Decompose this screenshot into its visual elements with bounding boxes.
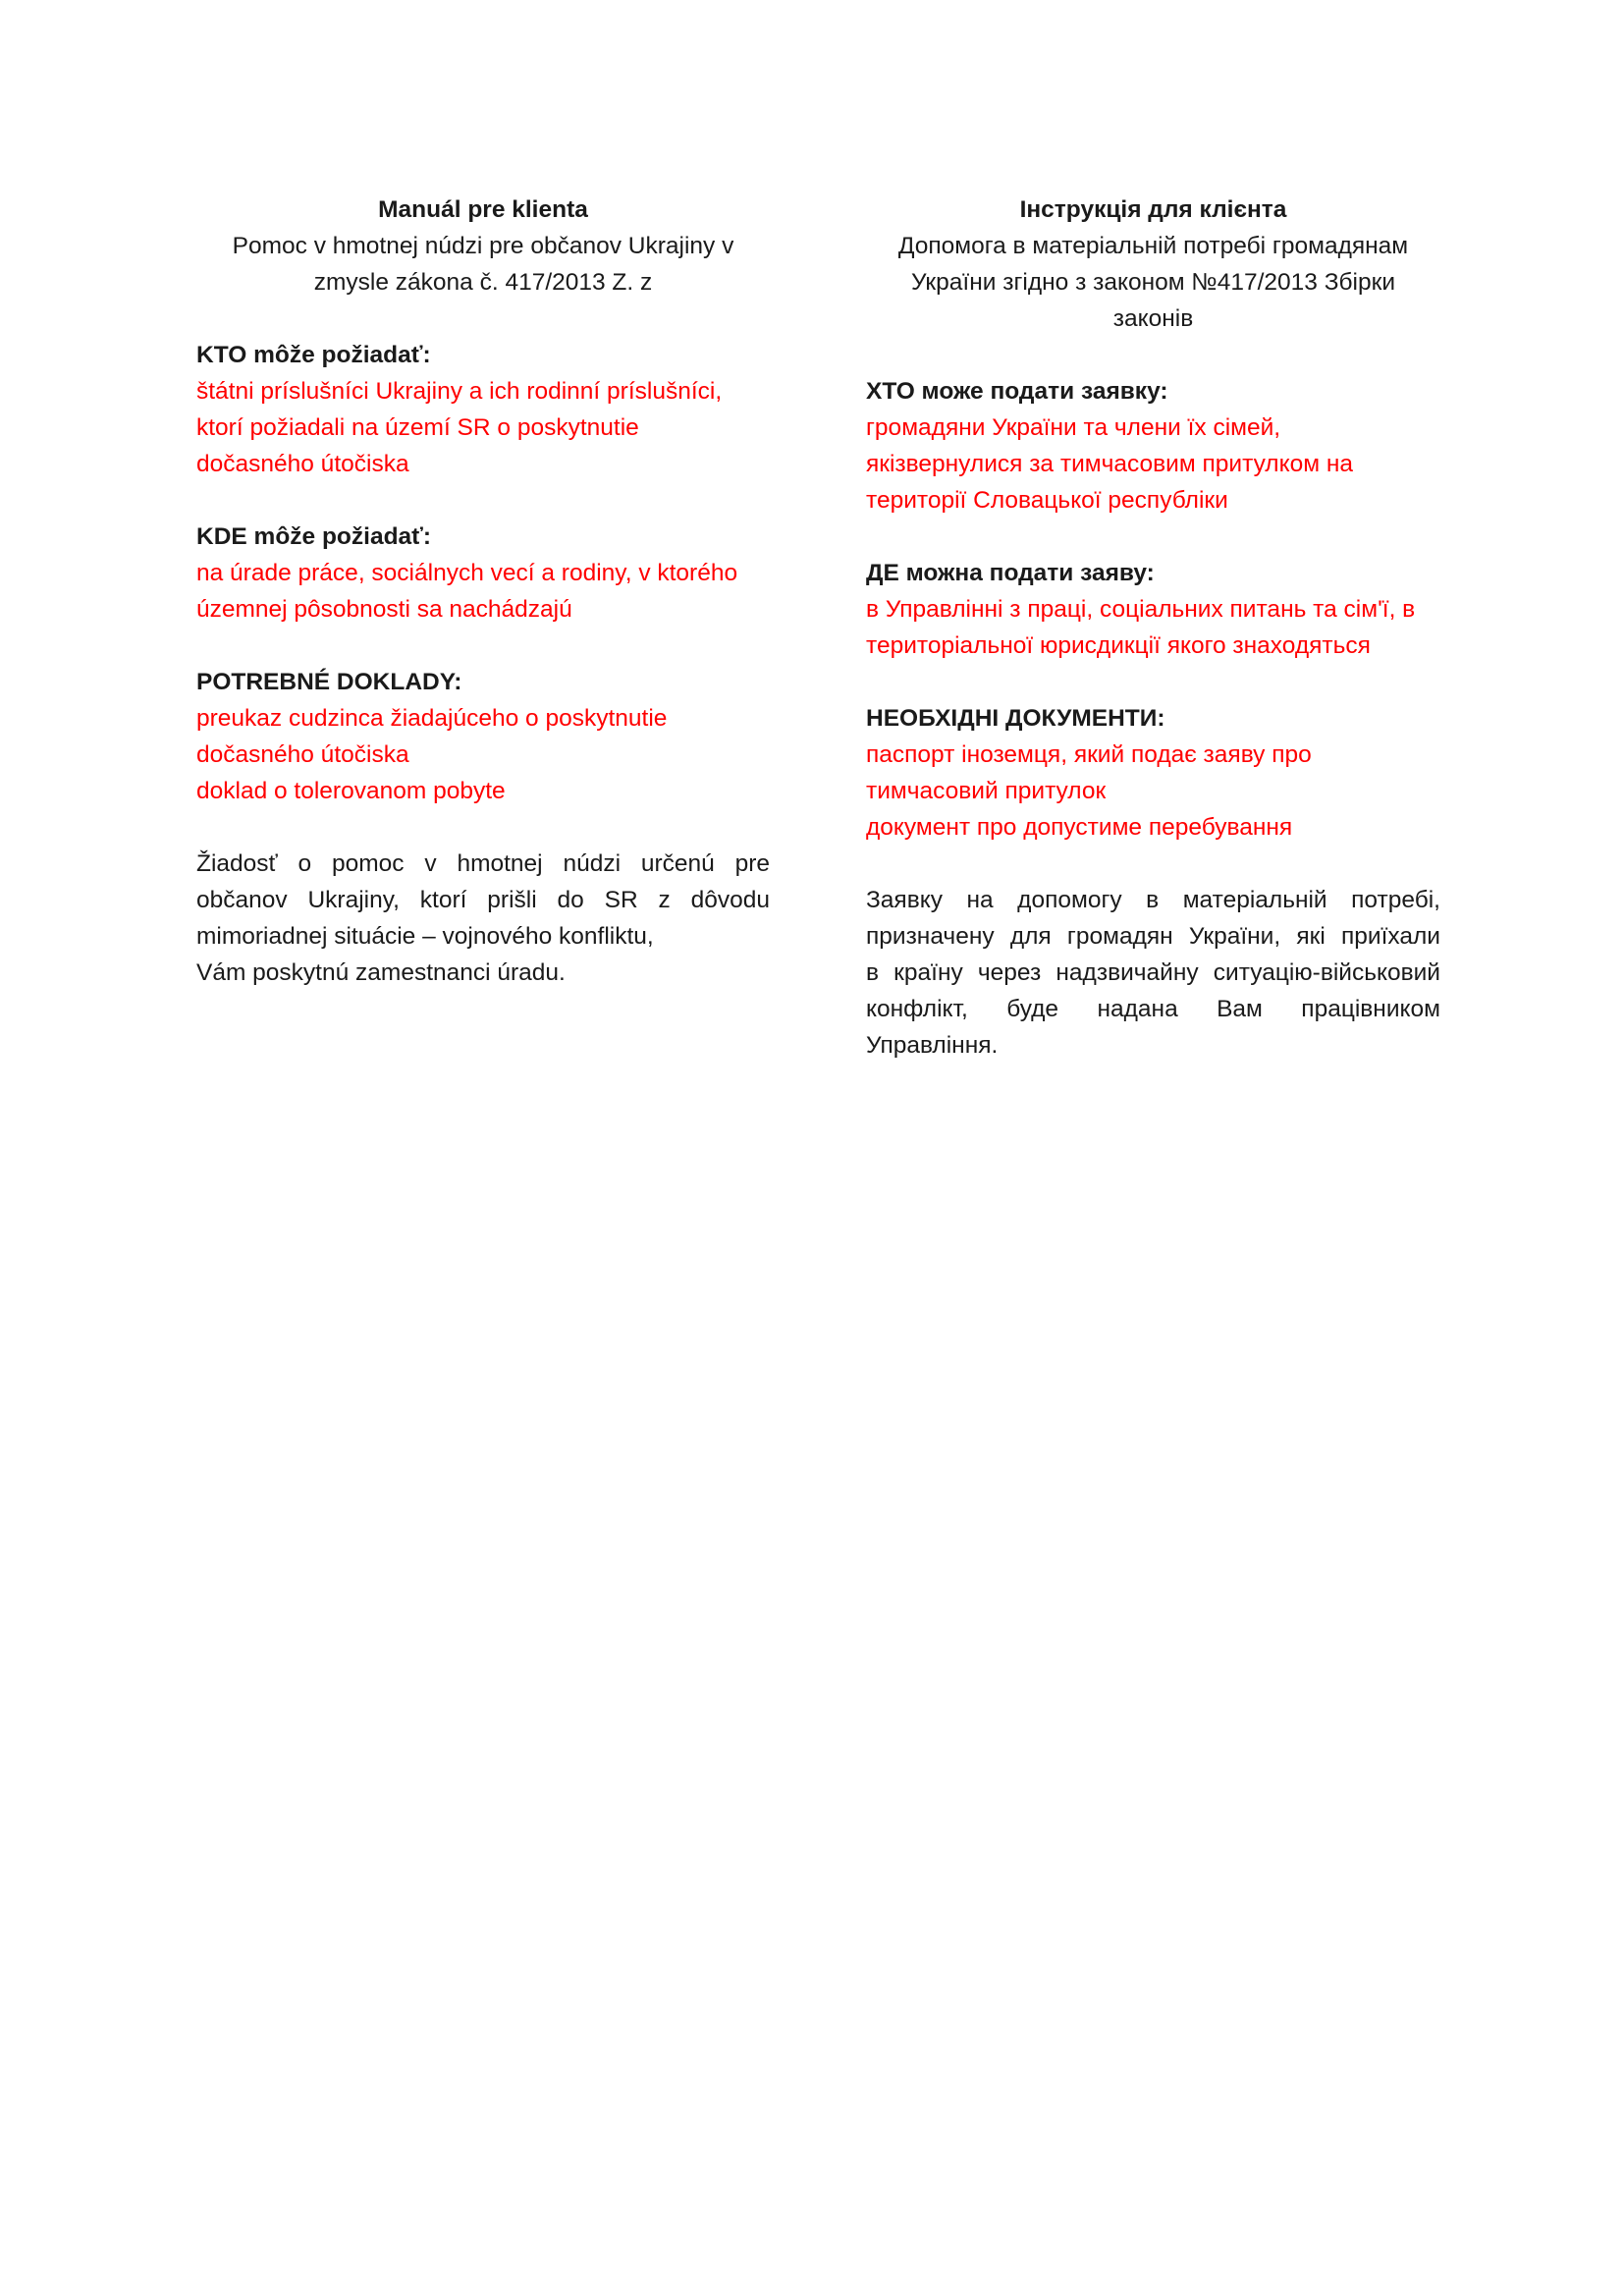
ukrainian-who-label: ХТО може подати заявку: [866,378,1168,405]
slovak-subtitle-line-1: Pomoc v hmotnej núdzi pre občanov Ukrajiny v [232,233,734,259]
slovak-docs-line-1: preukaz cudzinca žiadajúceho o poskytnutie [196,705,668,732]
ukrainian-note-paragraph [866,882,1440,1064]
slovak-docs-label: POTREBNÉ DOKLADY: [196,669,462,695]
slovak-who-section [196,337,770,482]
slovak-header [196,191,770,301]
slovak-subtitle-line-2: zmysle zákona č. 417/2013 Z. z [313,269,653,296]
ukrainian-who-line-1: громадяни України та члени їх сімей, [866,414,1281,441]
ukrainian-note-line-3: в країну через надзвичайну ситуацію-військовий [866,959,1440,986]
slovak-where-line-1: na úrade práce, sociálnych vecí a rodiny, v ktorého [196,560,738,586]
slovak-docs-section [196,664,770,809]
ukrainian-note-line-1: Заявку на допомогу в матеріальній потребі, [866,887,1440,913]
ukrainian-note-line-2: призначену для громадян України, які приїхали [866,923,1440,950]
slovak-note-line-1: Žiadosť o pomoc v hmotnej núdzi určenú pre [196,850,770,877]
ukrainian-who-line-2: якізвернулися за тимчасовим притулком на [866,451,1354,477]
slovak-who-line-2: ktorí požiadali na území SR o poskytnutie [196,414,639,441]
slovak-docs-line-2: dočasného útočiska [196,741,409,768]
ukrainian-where-line-2: територіальної юрисдикції якого знаходяться [866,632,1371,659]
ukrainian-docs-line-1: паспорт іноземця, який подає заяву про [866,741,1312,768]
ukrainian-note-line-4: конфлікт, буде надана Вам працівником [866,996,1440,1022]
ukrainian-column [866,191,1440,1064]
slovak-docs-line-3: doklad o tolerovanom pobyte [196,778,506,804]
ukrainian-subtitle-line-2: України згідно з законом №417/2013 Збірки [910,269,1396,296]
ukrainian-where-line-1: в Управлінні з праці, соціальних питань та сім'ї, в [866,596,1416,623]
ukrainian-who-section [866,373,1440,519]
ukrainian-subtitle-line-1: Допомога в матеріальній потребі громадянам [897,233,1409,259]
ukrainian-docs-section [866,700,1440,846]
ukrainian-where-section [866,555,1440,664]
slovak-who-label: KTO môže požiadať: [196,342,431,368]
ukrainian-where-label: ДЕ можна подати заяву: [866,560,1155,586]
slovak-note-line-4: Vám poskytnú zamestnanci úradu. [196,959,566,986]
slovak-title: Manuál pre klienta [378,196,588,223]
ukrainian-title: Інструкція для клієнта [1019,196,1287,223]
ukrainian-who-line-3: території Словацької республіки [866,487,1228,514]
slovak-note-line-2: občanov Ukrajiny, ktorí prišli do SR z dôvodu [196,887,770,913]
slovak-who-line-3: dočasného útočiska [196,451,409,477]
slovak-note-line-3: mimoriadnej situácie – vojnového konfliktu, [196,923,654,950]
slovak-where-section [196,519,770,628]
slovak-column [196,191,770,991]
slovak-who-line-1: štátni príslušníci Ukrajiny a ich rodinní príslušníci, [196,378,723,405]
slovak-note-paragraph [196,846,770,991]
ukrainian-docs-line-3: документ про допустиме перебування [866,814,1293,841]
slovak-where-label: KDE môže požiadať: [196,523,432,550]
slovak-where-line-2: územnej pôsobnosti sa nachádzajú [196,596,572,623]
ukrainian-header [866,191,1440,337]
ukrainian-note-line-5: Управління. [866,1032,999,1059]
ukrainian-docs-label: НЕОБХІДНІ ДОКУМЕНТИ: [866,705,1165,732]
ukrainian-subtitle-line-3: законів [1112,305,1194,332]
ukrainian-docs-line-2: тимчасовий притулок [866,778,1107,804]
